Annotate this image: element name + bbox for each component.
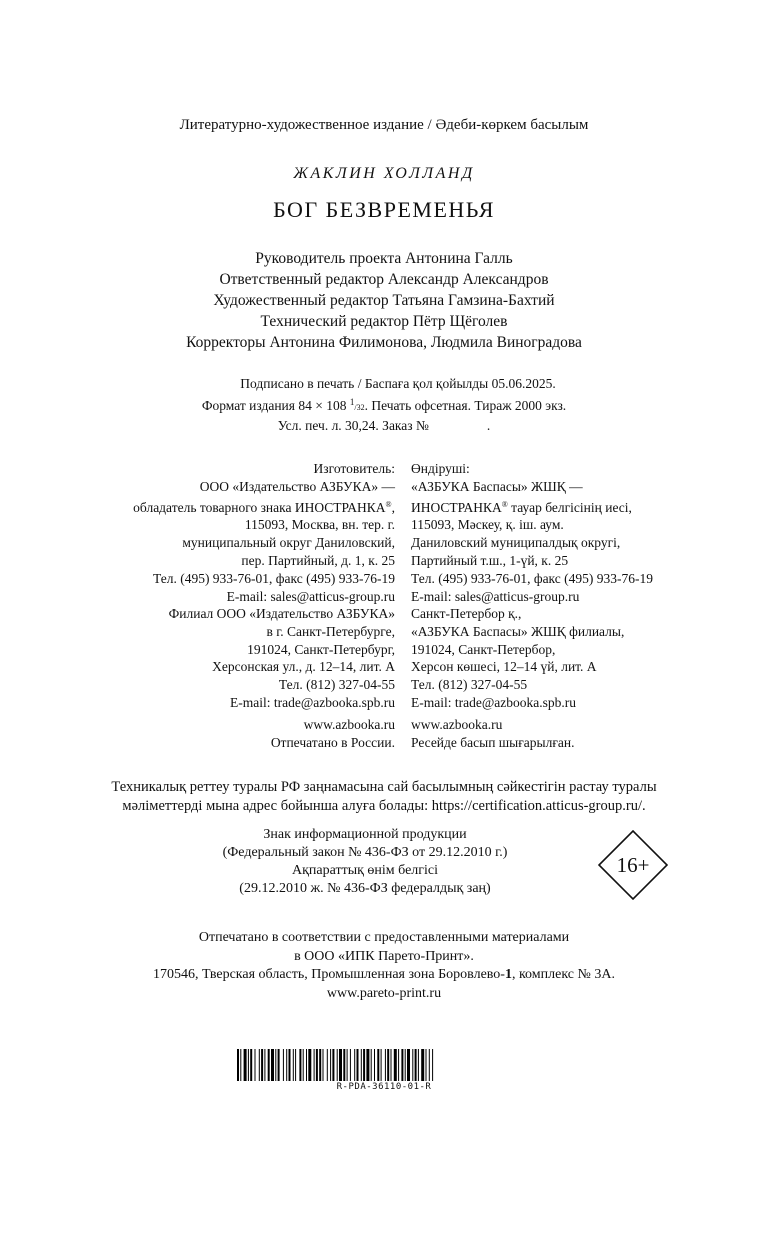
barcode-bar: [354, 1049, 355, 1081]
author-name: ЖАКЛИН ХОЛЛАНД: [293, 165, 475, 182]
info-mark-line: Знак информационной продукции: [263, 827, 467, 842]
printer-line: в ООО «ИПК Парето-Принт».: [294, 948, 474, 964]
manufacturer-name: ООО «Издательство АЗБУКА» —: [199, 478, 395, 494]
barcode-bar: [339, 1049, 342, 1081]
staff-line: Ответственный редактор Александр Александров: [219, 271, 549, 288]
address-line: Даниловский муниципалдық округі,: [411, 535, 621, 551]
barcode-bar: [323, 1049, 324, 1081]
trademark-suffix: тауар белгісінің иесі,: [507, 499, 632, 515]
address-line: пер. Партийный, д. 1, к. 25: [241, 552, 395, 568]
barcode-bar: [240, 1049, 241, 1081]
certification-line: мәліметтерді мына адрес бойынша алуға болады: https://certification.atticus-group.ru/.: [122, 798, 646, 814]
barcode-bar: [377, 1049, 379, 1081]
barcode-bar: [299, 1049, 301, 1081]
barcode-bar: [289, 1049, 291, 1081]
branch-line: Херсонская ул., д. 12–14, лит. А: [212, 659, 395, 675]
certification-note: [0, 778, 768, 816]
sheets-end: .: [486, 418, 491, 433]
barcode-bar: [316, 1049, 318, 1081]
staff-line: Художественный редактор Татьяна Гамзина-Бахтий: [213, 292, 555, 309]
printed-in: Ресейде басып шығарылған.: [411, 734, 575, 750]
manufacturer-label: Өндіруші:: [411, 461, 470, 476]
format-sub: /32: [354, 403, 365, 412]
address-line: Партийный т.ш., 1-үй, к. 25: [411, 552, 569, 568]
barcode-bar: [401, 1049, 403, 1081]
info-mark-line: Ақпараттық өнім белгісі: [291, 863, 439, 878]
address-line: 115093, Москва, вн. тер. г.: [244, 517, 395, 533]
barcode-bar: [327, 1049, 328, 1081]
book-title: БОГ БЕЗВРЕМЕНЬЯ: [273, 197, 495, 222]
barcode-bar: [363, 1049, 365, 1081]
barcode-bar: [418, 1049, 419, 1081]
barcode-bar: [432, 1049, 433, 1081]
barcode-bar: [319, 1049, 321, 1081]
barcode-bar: [407, 1049, 410, 1081]
print-info: [0, 375, 768, 435]
barcode-bar: [421, 1049, 424, 1081]
branch-line: Тел. (812) 327-04-55: [278, 677, 395, 693]
barcode-bar: [387, 1049, 389, 1081]
info-mark-line: (Федеральный закон № 436-ФЗ от 29.12.2010 г.): [222, 845, 508, 860]
barcode-bar: [286, 1049, 287, 1081]
address-line: 115093, Мәскеу, қ. іш. аум.: [411, 517, 564, 533]
branch-ru: [169, 605, 395, 712]
barcode-bar: [337, 1049, 338, 1081]
trademark-line: [133, 496, 395, 517]
registered-mark: ®: [385, 499, 392, 509]
barcode-bar: [405, 1049, 406, 1081]
phone-line: Тел. (495) 933-76-01, факс (495) 933-76-19: [152, 570, 395, 586]
barcode-bar: [250, 1049, 252, 1081]
printer-line: Отпечатано в соответствии с предоставленными материалами: [198, 930, 570, 945]
branch-line: E-mail: trade@azbooka.spb.ru: [411, 694, 576, 710]
staff-line: Руководитель проекта Антонина Галль: [255, 250, 513, 267]
manufacturer-name: «АЗБУКА Баспасы» ЖШҚ —: [411, 478, 583, 494]
email-line: E-mail: sales@atticus-group.ru: [226, 588, 395, 604]
barcode-bar: [295, 1049, 296, 1081]
manufacturer-kz: [411, 460, 653, 605]
format-sup: 1: [349, 397, 355, 407]
barcode-bar: [357, 1049, 359, 1081]
registered-mark: ®: [501, 499, 508, 509]
manufacturer-ru: [133, 460, 395, 605]
branch-line: в г. Санкт-Петербурге,: [266, 623, 395, 639]
branch-line: «АЗБУКА Баспасы» ЖШҚ филиалы,: [411, 623, 625, 639]
edition-type: Литературно-художественное издание / Әдеби-көркем басылым: [179, 117, 589, 133]
barcode-bar: [343, 1049, 345, 1081]
barcode-bar: [347, 1049, 348, 1081]
branch-kz: [411, 605, 624, 712]
barcode-bar: [330, 1049, 331, 1081]
branch-line: 191024, Санкт-Петербор,: [411, 641, 556, 657]
branch-line: Тел. (812) 327-04-55: [411, 677, 528, 693]
signed-date: Подписано в печать / Баспаға қол қойылды 05.06.2025.: [240, 376, 556, 391]
barcode-bar: [429, 1049, 430, 1081]
barcode-bar: [332, 1049, 334, 1081]
barcode-bar: [398, 1049, 399, 1081]
barcode-bar: [275, 1049, 276, 1081]
trademark-text: обладатель товарного знака ИНОСТРАНКА: [133, 499, 386, 515]
format-line: [0, 393, 768, 417]
barcode-bar: [371, 1049, 372, 1081]
barcode-bar: [391, 1049, 392, 1081]
manufacturer-label: Изготовитель:: [313, 461, 395, 476]
branch-line: E-mail: trade@azbooka.spb.ru: [230, 694, 395, 710]
barcode-bar: [261, 1049, 263, 1081]
printer-address: [0, 966, 768, 985]
staff-line: Технический редактор Пётр Щёголев: [260, 313, 508, 330]
barcode-bar: [237, 1049, 239, 1081]
barcode-bar: [303, 1049, 304, 1081]
branch-line: 191024, Санкт-Петербург,: [247, 641, 395, 657]
branch-line: Санкт-Петербор қ.,: [411, 606, 522, 621]
sheets-line: [0, 417, 768, 435]
staff-list: [0, 248, 768, 353]
certification-line: Техникалық реттеу туралы РФ заңнамасына сай басылымның сәйкестігін растау туралы: [111, 779, 657, 795]
barcode-bar: [255, 1049, 256, 1081]
trademark-text: ИНОСТРАНКА: [411, 499, 502, 515]
barcode-icon: [237, 1049, 531, 1081]
format-suffix: . Печать офсетная. Тираж 2000 экз.: [364, 398, 567, 413]
printer-address-bold: 1: [504, 967, 512, 982]
printed-in: Отпечатано в России.: [270, 734, 395, 750]
barcode-bar: [278, 1049, 280, 1081]
printer-website-link[interactable]: www.pareto-print.ru: [326, 985, 442, 1001]
barcode-bar: [268, 1049, 270, 1081]
barcode-bar: [412, 1049, 413, 1081]
age-rating: 16+: [616, 853, 650, 877]
footer-ru: [271, 716, 395, 752]
website-link[interactable]: www.azbooka.ru: [303, 717, 395, 732]
printer-address-suffix: , комплекс № 3А.: [511, 967, 615, 982]
trademark-suffix: ,: [391, 499, 395, 515]
format-prefix: Формат издания 84 × 108: [201, 398, 350, 413]
printer-info: [0, 929, 768, 1003]
branch-line: Херсон көшесі, 12–14 үй, лит. А: [411, 659, 597, 675]
footer-kz: [411, 716, 574, 752]
barcode-bar: [244, 1049, 247, 1081]
barcode-bar: [361, 1049, 362, 1081]
barcode-bar: [308, 1049, 311, 1081]
barcode-bar: [381, 1049, 382, 1081]
barcode-bar: [283, 1049, 284, 1081]
barcode-bar: [374, 1049, 375, 1081]
barcode-bar: [314, 1049, 315, 1081]
address-line: муниципальный округ Даниловский,: [182, 535, 395, 551]
staff-line: Корректоры Антонина Филимонова, Людмила Виноградова: [186, 334, 582, 351]
barcode-bar: [415, 1049, 417, 1081]
barcode-bar: [259, 1049, 260, 1081]
info-mark-line: (29.12.2010 ж. № 436-ФЗ федералдық заң): [239, 881, 491, 896]
barcode-bar: [264, 1049, 265, 1081]
phone-line: Тел. (495) 933-76-01, факс (495) 933-76-19: [411, 570, 654, 586]
barcode-bar: [306, 1049, 307, 1081]
barcode-bar: [293, 1049, 294, 1081]
barcode-bar: [350, 1049, 351, 1081]
barcode-bar: [366, 1049, 369, 1081]
trademark-line: [411, 496, 653, 517]
printer-address-text: 170546, Тверская область, Промышленная зона Боровлево-: [153, 967, 505, 982]
branch-line: Филиал ООО «Издательство АЗБУКА»: [168, 606, 395, 621]
barcode-bar: [385, 1049, 386, 1081]
website-link[interactable]: www.azbooka.ru: [411, 717, 503, 732]
email-line: E-mail: sales@atticus-group.ru: [411, 588, 580, 604]
barcode-label: R-PDA-36110-01-R: [336, 1082, 432, 1092]
barcode-bar: [271, 1049, 274, 1081]
barcode-bar: [426, 1049, 427, 1081]
barcode-bar: [394, 1049, 397, 1081]
sheets-text: Усл. печ. л. 30,24. Заказ №: [277, 418, 429, 433]
barcode-bar: [248, 1049, 249, 1081]
